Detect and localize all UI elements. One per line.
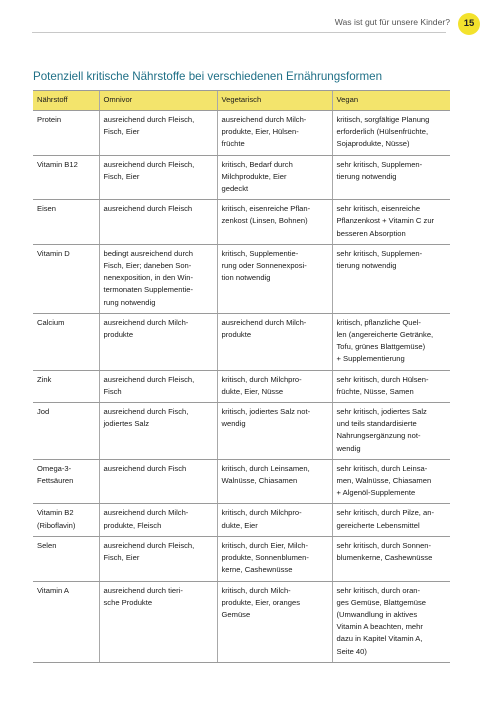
cell-nutrient	[33, 111, 99, 156]
cell-text-line: rung notwendig	[103, 297, 156, 307]
cell-text-line: Vitamin D	[37, 248, 70, 258]
cell-text-line: sehr kritisch, jodiertes Salz	[336, 407, 427, 417]
table-header-row	[33, 91, 450, 111]
cell-text-line: wendig	[221, 419, 246, 429]
cell-text-line: kritisch, jodiertes Salz not-	[221, 407, 311, 417]
cell-text-line: Milchprodukte, Eier	[221, 171, 287, 181]
cell-text-line: ausreichend durch Milch-	[221, 115, 307, 124]
cell-text-line: gereicherte Lebensmittel	[336, 520, 420, 530]
column-header-omnivore: Omnivor	[99, 91, 217, 111]
cell-text-line: Selen	[37, 540, 57, 550]
cell-text-line: Pflanzenkost + Vitamin C zur	[336, 216, 435, 226]
table-title: Potenziell kritische Nährstoffe bei verschiedenen Ernährungsformen	[33, 70, 383, 83]
cell-text-line: kritisch, durch Milchpro-	[221, 374, 302, 384]
cell-text-line: dazu in Kapitel Vitamin A,	[336, 634, 423, 644]
cell-text-line: Gemüse	[221, 609, 251, 619]
table-row	[33, 313, 450, 370]
cell-vegetarian	[217, 200, 332, 245]
cell-nutrient	[33, 459, 99, 504]
cell-nutrient	[33, 370, 99, 402]
cell-vegan	[332, 504, 450, 536]
table-row	[33, 200, 450, 245]
cell-text-line: kritisch, durch Milch-	[221, 585, 291, 595]
header-rule	[32, 32, 446, 33]
cell-omnivore	[99, 536, 217, 581]
cell-text-line: produkte, Fleisch	[103, 520, 162, 530]
table-row	[33, 111, 450, 156]
page-number-badge: 15	[458, 13, 480, 35]
table-row	[33, 504, 450, 536]
cell-nutrient	[33, 536, 99, 581]
cell-vegetarian	[217, 244, 332, 313]
cell-text-line: Walnüsse, Chiasamen	[221, 476, 298, 486]
cell-text-line: produkte, Sonnenblumen-	[221, 553, 309, 563]
column-header-nutrient: Nährstoff	[33, 91, 99, 111]
cell-text-line: Vitamin A	[37, 585, 69, 595]
cell-text-line: wendig	[336, 443, 361, 453]
cell-text-line: (Riboflavin)	[37, 520, 76, 530]
cell-text-line: Fisch, Eier	[103, 553, 140, 563]
cell-nutrient	[33, 200, 99, 245]
cell-vegan	[332, 200, 450, 245]
cell-text-line: ausreichend durch Fleisch,	[103, 159, 195, 169]
cell-text-line: zenkost (Linsen, Bohnen)	[221, 216, 308, 226]
cell-text-line: produkte, Eier, oranges	[221, 597, 301, 607]
cell-text-line: len (angereicherte Getränke,	[336, 330, 434, 340]
cell-text-line: ausreichend durch Milch-	[103, 317, 189, 327]
cell-text-line: blumenkerne, Cashewnüsse	[336, 553, 433, 563]
cell-text-line: sche Produkte	[103, 597, 153, 607]
cell-text-line: ausreichend durch Fleisch,	[103, 540, 195, 550]
cell-text-line: ausreichend durch Milch-	[221, 317, 307, 327]
cell-text-line: kerne, Cashewnüsse	[221, 565, 293, 575]
cell-text-line: Zink	[37, 374, 52, 384]
cell-text-line: Fisch, Eier	[103, 127, 140, 137]
cell-vegan	[332, 536, 450, 581]
cell-text-line: tion notwendig	[221, 273, 271, 283]
cell-text-line: jodiertes Salz	[103, 419, 150, 429]
cell-text-line: kritisch, eisenreiche Pflan-	[221, 204, 311, 214]
cell-vegetarian	[217, 313, 332, 370]
cell-text-line: sehr kritisch, durch Hülsen-	[336, 374, 429, 384]
table-row	[33, 536, 450, 581]
cell-text-line: Fisch, Eier; daneben Son-	[103, 261, 192, 271]
cell-nutrient	[33, 244, 99, 313]
cell-text-line: Nahrungsergänzung not-	[336, 431, 421, 441]
cell-text-line: kritisch, pflanzliche Quel-	[336, 317, 421, 327]
cell-text-line: tierung notwendig	[336, 261, 397, 271]
cell-nutrient	[33, 155, 99, 200]
cell-text-line: Fettsäuren	[37, 476, 74, 486]
cell-text-line: ges Gemüse, Blattgemüse	[336, 597, 426, 607]
cell-vegetarian	[217, 536, 332, 581]
cell-vegan	[332, 155, 450, 200]
cell-omnivore	[99, 403, 217, 460]
cell-vegan	[332, 111, 450, 156]
cell-text-line: Protein	[37, 115, 62, 124]
cell-text-line: früchte	[221, 139, 245, 149]
nutrient-table	[33, 90, 450, 663]
cell-nutrient	[33, 313, 99, 370]
cell-text-line: Jod	[37, 407, 50, 417]
cell-text-line: kritisch, durch Milchpro-	[221, 508, 302, 518]
cell-omnivore	[99, 200, 217, 245]
cell-vegan	[332, 370, 450, 402]
cell-text-line: sehr kritisch, durch Leinsa-	[336, 463, 428, 473]
cell-text-line: ausreichend durch tieri-	[103, 585, 183, 595]
cell-text-line: ausreichend durch Fisch,	[103, 407, 189, 417]
cell-text-line: produkte, Eier, Hülsen-	[221, 127, 299, 137]
column-header-vegetarian: Vegetarisch	[217, 91, 332, 111]
cell-text-line: ausreichend durch Fleisch	[103, 204, 193, 214]
cell-text-line: Vitamin A beachten, mehr	[336, 622, 423, 632]
cell-vegetarian	[217, 111, 332, 156]
cell-text-line: sehr kritisch, Supplemen-	[336, 159, 423, 169]
cell-omnivore	[99, 313, 217, 370]
cell-text-line: Omega-3-	[37, 463, 72, 473]
table-row	[33, 459, 450, 504]
cell-omnivore	[99, 504, 217, 536]
cell-vegetarian	[217, 459, 332, 504]
cell-text-line: dukte, Eier, Nüsse	[221, 386, 284, 396]
cell-vegetarian	[217, 155, 332, 200]
cell-text-line: ausreichend durch Fisch	[103, 463, 187, 473]
cell-text-line: Sojaprodukte, Nüsse)	[336, 139, 410, 149]
cell-text-line: ausreichend durch Milch-	[103, 508, 189, 518]
cell-text-line: dukte, Eier	[221, 520, 258, 530]
cell-vegan	[332, 459, 450, 504]
cell-text-line: men, Walnüsse, Chiasamen	[336, 476, 432, 486]
cell-omnivore	[99, 155, 217, 200]
table-row	[33, 370, 450, 402]
cell-vegetarian	[217, 581, 332, 662]
running-head: Was ist gut für unsere Kinder?	[334, 17, 450, 27]
cell-text-line: kritisch, Bedarf durch	[221, 159, 293, 169]
column-header-vegan: Vegan	[332, 91, 450, 111]
cell-text-line: bedingt ausreichend durch	[103, 248, 194, 258]
cell-text-line: produkte	[103, 330, 134, 340]
cell-text-line: nenexposition, in den Win-	[103, 273, 193, 283]
cell-text-line: kritisch, Supplementie-	[221, 248, 299, 258]
cell-text-line: kritisch, durch Eier, Milch-	[221, 540, 309, 550]
cell-text-line: sehr kritisch, eisenreiche	[336, 204, 421, 214]
cell-text-line: + Supplementierung	[336, 354, 405, 364]
cell-text-line: Vitamin B12	[37, 159, 78, 169]
cell-omnivore	[99, 370, 217, 402]
cell-omnivore	[99, 244, 217, 313]
cell-text-line: ausreichend durch Fleisch,	[103, 374, 195, 384]
cell-text-line: termonaten Supplementie-	[103, 285, 193, 295]
table-row	[33, 581, 450, 662]
cell-omnivore	[99, 581, 217, 662]
cell-text-line: erforderlich (Hülsenfrüchte,	[336, 127, 429, 137]
cell-text-line: früchte, Nüsse, Samen	[336, 386, 414, 396]
cell-text-line: sehr kritisch, durch Sonnen-	[336, 540, 432, 550]
cell-vegetarian	[217, 370, 332, 402]
cell-vegetarian	[217, 403, 332, 460]
cell-text-line: sehr kritisch, durch oran-	[336, 585, 421, 595]
cell-nutrient	[33, 504, 99, 536]
cell-text-line: produkte	[221, 330, 252, 340]
cell-text-line: + Algenöl-Supplemente	[336, 488, 416, 498]
cell-text-line: Fisch, Eier	[103, 171, 140, 181]
cell-text-line: Fisch	[103, 386, 122, 396]
cell-text-line: (Umwandlung in aktives	[336, 609, 418, 619]
cell-text-line: Calcium	[37, 317, 65, 327]
table-row	[33, 155, 450, 200]
cell-text-line: sehr kritisch, durch Pilze, an-	[336, 508, 434, 518]
cell-text-line: und teils standardisierte	[336, 419, 417, 429]
cell-text-line: kritisch, durch Leinsamen,	[221, 463, 310, 473]
cell-text-line: Seite 40)	[336, 646, 367, 656]
cell-text-line: Vitamin B2	[37, 508, 74, 518]
cell-text-line: ausreichend durch Fleisch,	[103, 115, 195, 124]
cell-text-line: rung oder Sonnenexposi-	[221, 261, 307, 271]
cell-vegan	[332, 313, 450, 370]
cell-nutrient	[33, 403, 99, 460]
cell-text-line: kritisch, sorgfältige Planung	[336, 115, 430, 124]
cell-text-line: sehr kritisch, Supplemen-	[336, 248, 423, 258]
cell-omnivore	[99, 111, 217, 156]
cell-vegan	[332, 244, 450, 313]
cell-omnivore	[99, 459, 217, 504]
cell-nutrient	[33, 581, 99, 662]
cell-text-line: Tofu, grünes Blattgemüse)	[336, 342, 426, 352]
cell-text-line: tierung notwendig	[336, 171, 397, 181]
table-row	[33, 244, 450, 313]
cell-text-line: gedeckt	[221, 184, 249, 194]
cell-text-line: Eisen	[37, 204, 56, 214]
cell-vegan	[332, 581, 450, 662]
cell-vegetarian	[217, 504, 332, 536]
cell-vegan	[332, 403, 450, 460]
cell-text-line: besseren Absorption	[336, 228, 406, 238]
table-row	[33, 403, 450, 460]
